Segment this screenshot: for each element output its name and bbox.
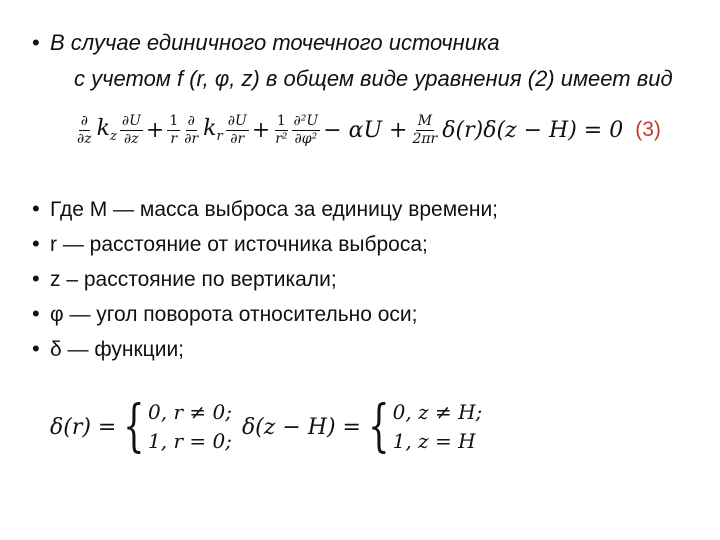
frac-dU-dz: $\frac{\partial U}{\partial z}$ xyxy=(121,112,141,147)
delta-r-definition xyxy=(48,394,232,459)
minus-alpha-u: − αU + xyxy=(323,117,408,143)
frac-d-dr: $\frac{\partial}{\partial r}$ xyxy=(184,112,199,147)
delta-z-definition xyxy=(240,394,483,459)
frac-M-2pir: $\frac{M}{2\pi r}$ xyxy=(412,112,438,147)
frac-d-dz: $\frac{\partial}{\partial z}$ xyxy=(77,112,92,147)
intro-line-1: В случае единичного точечного источника xyxy=(50,30,500,55)
intro-bullet xyxy=(32,30,500,56)
bullet-dot: • xyxy=(32,196,40,221)
delta-r-case-1: 0, r ≠ 0; xyxy=(148,400,232,424)
plus-sign: + xyxy=(145,117,165,143)
bullet-dot: • xyxy=(32,301,40,326)
bullet-dot: • xyxy=(32,231,40,256)
equation-3 xyxy=(74,100,661,160)
kr: $k_r$ xyxy=(203,116,223,144)
frac-d2U-dphi2: $\frac{\text{∂²U}}{\text{∂φ²}}$ xyxy=(293,112,319,147)
delta-definitions xyxy=(44,394,486,459)
delta-r-lhs: δ(r) = xyxy=(50,414,117,440)
delta-z-case-2: 1, z = H xyxy=(392,429,476,453)
frac-1-r: $\frac{1}{r}$ xyxy=(169,112,179,147)
list-item: • r — расстояние от источника выброса; xyxy=(32,231,428,256)
equation-number: (3) xyxy=(635,118,661,141)
bullet-dot: • xyxy=(32,336,40,361)
delta-r-case-2: 1, r = 0; xyxy=(148,429,232,453)
definitions-list xyxy=(32,196,498,371)
delta-z-cases xyxy=(393,398,483,456)
kz: $k_z$ xyxy=(96,116,117,144)
left-brace: { xyxy=(123,394,145,459)
delta-product: δ(r)δ(z − H) = 0 xyxy=(442,117,624,143)
left-brace: { xyxy=(368,394,390,459)
bullet-dot: • xyxy=(32,266,40,291)
frac-dU-dr: $\frac{\partial U}{\partial r}$ xyxy=(227,112,247,147)
intro-line-2: с учетом f (r, φ, z) в общем виде уравнения (2) имеет вид xyxy=(74,66,673,91)
frac-1-r2: $\frac{1}{\text{r²}}$ xyxy=(275,112,288,147)
list-item: • φ — угол поворота относительно оси; xyxy=(32,301,418,326)
list-item: • Где M — масса выброса за единицу времени; xyxy=(32,196,499,221)
list-item: • z – расстояние по вертикали; xyxy=(32,266,337,291)
list-item: • δ — функции; xyxy=(32,336,185,361)
delta-z-lhs: δ(z − H) = xyxy=(241,414,361,440)
delta-z-case-1: 0, z ≠ H; xyxy=(392,400,483,424)
delta-r-cases xyxy=(148,398,232,456)
plus-sign: + xyxy=(251,117,271,143)
bullet-dot: • xyxy=(32,30,40,55)
